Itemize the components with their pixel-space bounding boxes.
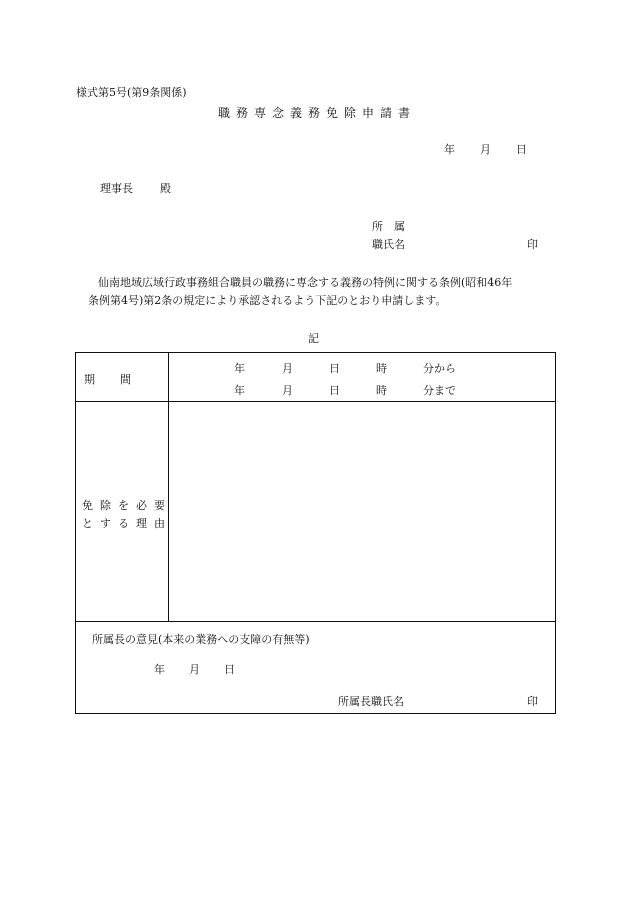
- supervisor-opinion-label: 所属長の意見(本来の業務への支障の有無等): [92, 633, 310, 646]
- supervisor-date-day: 日: [224, 663, 235, 676]
- period-to-hour: 時: [376, 384, 387, 397]
- addressee-name: 理事長: [100, 182, 133, 195]
- reason-input-area[interactable]: [170, 403, 554, 619]
- supervisor-date-month: 月: [189, 663, 200, 676]
- period-from-year: 年: [234, 362, 245, 375]
- affiliation-label: 所 属: [372, 220, 405, 233]
- reason-label-line1: 免除を必要: [82, 499, 172, 512]
- period-from-minute: 分から: [423, 362, 456, 375]
- date-month: 月: [480, 143, 491, 156]
- period-from-day: 日: [329, 362, 340, 375]
- applicant-name-label: 職氏名: [372, 238, 405, 251]
- reason-label-line2: とする理由: [82, 517, 172, 530]
- date-day: 日: [516, 143, 527, 156]
- supervisor-date-year: 年: [154, 663, 165, 676]
- form-number: 様式第5号(第9条関係): [76, 86, 187, 99]
- table-row-divider: [76, 401, 555, 402]
- period-to-day: 日: [329, 384, 340, 397]
- period-to-minute: 分まで: [423, 384, 456, 397]
- table-row-divider: [76, 621, 555, 622]
- period-from-hour: 時: [376, 362, 387, 375]
- period-label: 期 間: [84, 373, 132, 386]
- supervisor-name-label: 所属長職氏名: [338, 695, 404, 708]
- form-title: 職務専念義務免除申請書: [218, 106, 417, 120]
- period-to-month: 月: [282, 384, 293, 397]
- period-from-month: 月: [282, 362, 293, 375]
- addressee-honorific: 殿: [160, 182, 171, 195]
- ki-heading: 記: [308, 332, 319, 345]
- table-column-divider: [168, 353, 169, 621]
- body-text-line1: 仙南地域広域行政事務組合職員の職務に専念する義務の特例に関する条例(昭和46年: [98, 276, 513, 289]
- body-text-line2: 条例第4号)第2条の規定により承認されるよう下記のとおり申請します。: [88, 294, 447, 307]
- date-year: 年: [444, 143, 455, 156]
- supervisor-seal: 印: [527, 695, 538, 708]
- period-to-year: 年: [234, 384, 245, 397]
- application-table: [75, 352, 556, 714]
- applicant-seal: 印: [527, 238, 538, 251]
